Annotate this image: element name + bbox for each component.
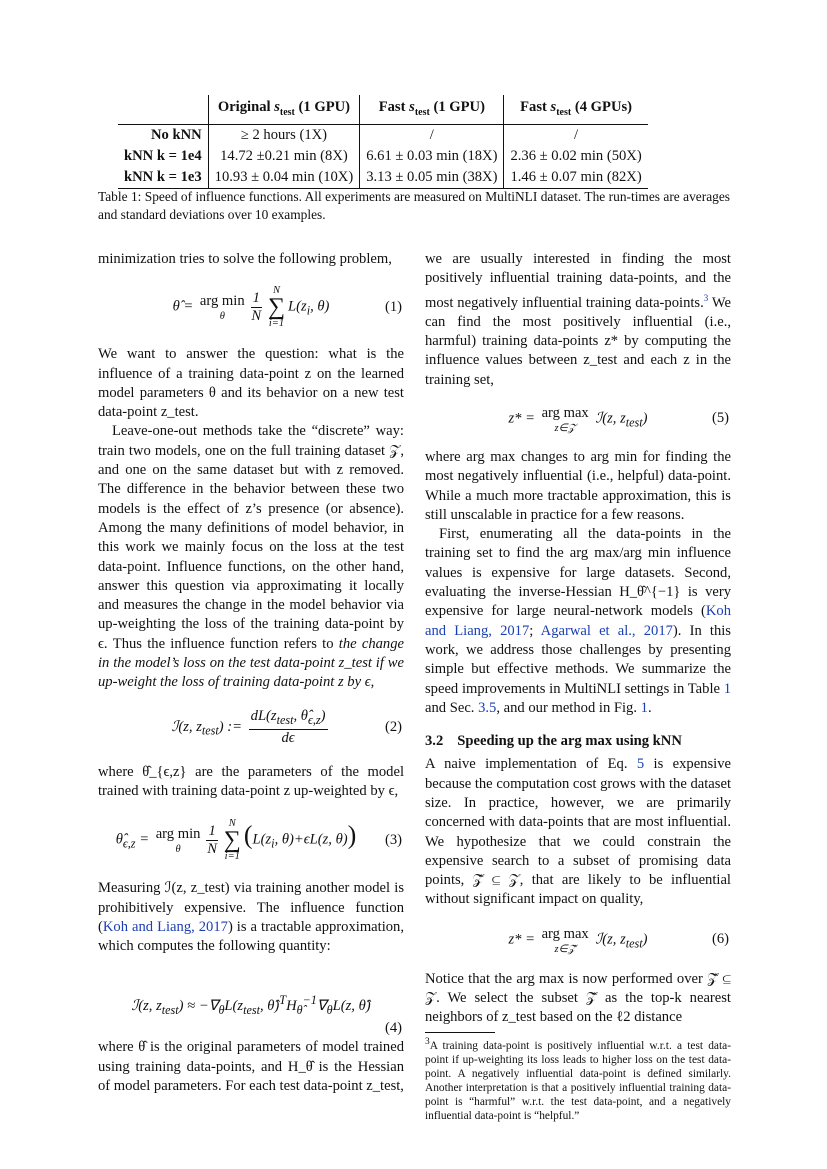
table-row [118,146,648,167]
paragraph-text: A naive implementation of Eq. [425,756,637,773]
paragraph-text: ). In this work, we address those challenges by presenting simple but effective methods. We summarize the speed improvements in MultiNLI settings in Table [425,622,731,697]
paragraph [98,879,404,956]
table-ref-link[interactable]: 1 [723,680,731,697]
table-header-original-1gpu: Original $s_{test}$ (1 GPU) [208,95,360,124]
table-cell: 14.72 ±0.21 min (8X) [208,146,360,167]
paragraph-text: Leave-one-out methods take the “discrete” way: train two models, one on the full training dataset 𝒵, and one on the same dataset but with z removed. The difference in the behavior between these two models is the effect of z’s presence (or absence). Among the many definitions of model behavior, in this work we mainly focus on the loss at the test data-point. Influence functions, on the other hand, answer this question via approximating it locally and measures the change in the model behavior via up-weighting the loss of the training data-point by ϵ. Thus the influence function refers to [98,423,404,652]
paragraph-text: , and our method in Fig. [496,699,641,716]
paragraph: First, enumerating all the data-points in the training set to find the arg max/arg min influence values is expensive for large datasets. Second, evaluating the inverse-Hessian H_θ̂^{−1} is very expensive for large neural-network models (Koh and Liang, 2017; Agarwal et al., 2017). In this work, we address those challenges by presenting simple but effective methods. We summarize the speed improvements in MultiNLI settings in Table 1 and Sec. 3.5, and our method in Fig. 1. [425,526,731,716]
paragraph-text: Measuring ℐ(z, z_test) via training another model is prohibitively expensive. The influence function ( [98,880,404,935]
equation-number: (4) [384,1020,402,1037]
paragraph: minimization tries to solve the following problem, [98,251,392,267]
equation-number: (5) [711,410,729,427]
table-cell: 2.36 ± 0.02 min (50X) [504,146,648,167]
citation-link[interactable]: Koh and Liang, 2017 [102,918,228,935]
section-number: 3.2 [425,733,444,750]
row-label: kNN k = 1e4 [124,147,202,164]
equation-body: z* = arg max z∈𝒵 ℐ(z, $z_{test}$) [508,404,648,435]
paragraph-text: ) is a tractable approximation, which computes the following quantity: [98,918,405,955]
paragraph-text: We can find the most positively influential (i.e., harmful) training data-points z* by computing the influence values between z_test and each z in the training set, [425,294,731,388]
paragraph [98,422,404,692]
paragraph-text: and Sec. [425,699,479,716]
equation-6 [425,910,731,970]
paragraph: where arg max changes to arg min for finding the most negatively influential (i.e., helpful) data-point. While a much more tractable approximation, this is still unscalable in practice for a few reasons. [425,448,731,523]
footnote-divider [425,1032,495,1033]
paragraph: where θ̂ is the original parameters of model trained using training data-points, and H_θ̂ is the Hessian of model parameters. For each test data-point z_test, [98,1039,404,1095]
table-cell: 1.46 ± 0.07 min (82X) [504,167,648,189]
paragraph [425,250,731,390]
equation-2 [98,693,404,763]
equation-5 [425,390,731,448]
equation-body: ℐ(z, $z_{test}$) := $\frac{dL(z_{test}, \thetâ_{\epsilon,z})}{d\epsilon}$ [171,708,326,747]
right-column [425,250,731,1124]
table-cell: 10.93 ± 0.04 min (10X) [208,167,360,189]
section-heading [425,732,731,751]
table-cell: / [504,124,648,146]
equation-body: z* = arg max z∈𝒵̂ ℐ(z, $z_{test}$) [508,925,648,955]
paragraph [425,755,731,909]
table-cell: 6.61 ± 0.03 min (18X) [360,146,504,167]
row-label: No kNN [150,126,202,143]
equation-body: $\thetâ_{\epsilon,z}$ = arg min θ $\frac{1}{N}$ N ∑ i=1 ($L(z_i$, θ)+ϵL(z, θ)) [115,818,357,863]
table-header-fast-1gpu: Fast $s_{test}$ (1 GPU) [360,95,504,124]
equation-3 [98,801,404,879]
equation-number: (2) [384,718,402,735]
table-cell: 3.13 ± 0.05 min (38X) [360,167,504,189]
footnote-text: A training data-point is positively influential w.r.t. a test data-point if up-weighting its loss leads to higher loss on the test data-point. A negatively influential data-point is defined similarly. Another interpretation is that a positively influential training data-point is “harmful” w.r.t. the test data-point, and a negatively influential data-point is “helpful.” [425,1039,731,1123]
table-row [118,124,648,146]
equation-4 [98,956,404,1038]
equation-1 [98,269,404,345]
equation-body: θ̂ = arg min θ $\frac{1}{N}$ N ∑ i=1 $L(z_i$, θ) [172,285,330,330]
footnote-marker[interactable]: 3 [703,292,709,303]
paragraph: where θ̂_{ϵ,z} are the parameters of the model trained with training data-point z up-weighted by ϵ, [98,763,404,799]
footnote [425,1035,731,1124]
paragraph: We want to answer the question: what is the influence of a training data-point z on the learned model parameters θ and its behavior on a new test data-point z_test. [98,346,404,421]
equation-number: (3) [384,831,402,848]
paragraph-text: we are usually interested in finding the most positively influential training data-points, and the most negatively influential training data-points. [425,251,731,311]
section-title: Speeding up the arg max using kNN [457,733,682,750]
equation-number: (1) [384,298,402,315]
results-table [118,95,648,189]
table-caption: Table 1: Speed of influence functions. All experiments are measured on MultiNLI dataset. The run-times are averages and standard deviations over 10 examples. [98,189,730,222]
paragraph: Notice that the arg max is now performed over 𝒵̂ ⊆ 𝒵. We select the subset 𝒵̂ as the top-k nearest neighbors of z_test based on the ℓ2 distance [425,970,731,1026]
equation-number: (6) [711,931,729,948]
equation-body: ℐ(z, $z_{test}) \approx -\nabla_\theta L(z_{test}$, $\thetâ)^TH_{\thetâ}^{-1}\nabla_\theta L(z$, θ̂) [131,993,371,1018]
left-column [98,250,404,1096]
table-row [118,167,648,189]
paragraph-text: is expensive because the computation cost grows with the dataset size. In practice, however, we are primarily concerned with data-points that are most influential. We hypothesize that we could constrain the expensive search to a subset of promising data points, 𝒵̂ ⊆ 𝒵, that are likely to be influential without significant impact on quality, [425,756,731,908]
table-header-empty [118,95,208,124]
paragraph-text: First, enumerating all the data-points in the training set to find the arg max/arg min influence values is expensive for large datasets. Second, evaluating the inverse-Hessian H_θ̂^{−1} is very expensive for large neural-network models ( [425,526,731,620]
equation-ref-link[interactable]: 5 [636,756,645,773]
italic-definition: the change in the model’s loss on the test data-point z_test if we up-weight the loss of training data-point z by ϵ, [98,635,404,691]
figure-ref-link[interactable]: 1 [640,699,648,716]
row-label: kNN k = 1e3 [124,168,202,185]
table-header-row [118,95,648,124]
table-header-fast-4gpu: Fast $s_{test}$ (4 GPUs) [504,95,648,124]
citation-link[interactable]: Agarwal et al., 2017 [540,622,673,639]
table-cell: / [360,124,504,146]
section-ref-link[interactable]: 3.5 [478,699,497,716]
table-cell: ≥ 2 hours (1X) [208,124,360,146]
citation-link[interactable]: Koh and Liang, 2017 [425,603,731,639]
footnote-number: 3 [425,1036,430,1047]
